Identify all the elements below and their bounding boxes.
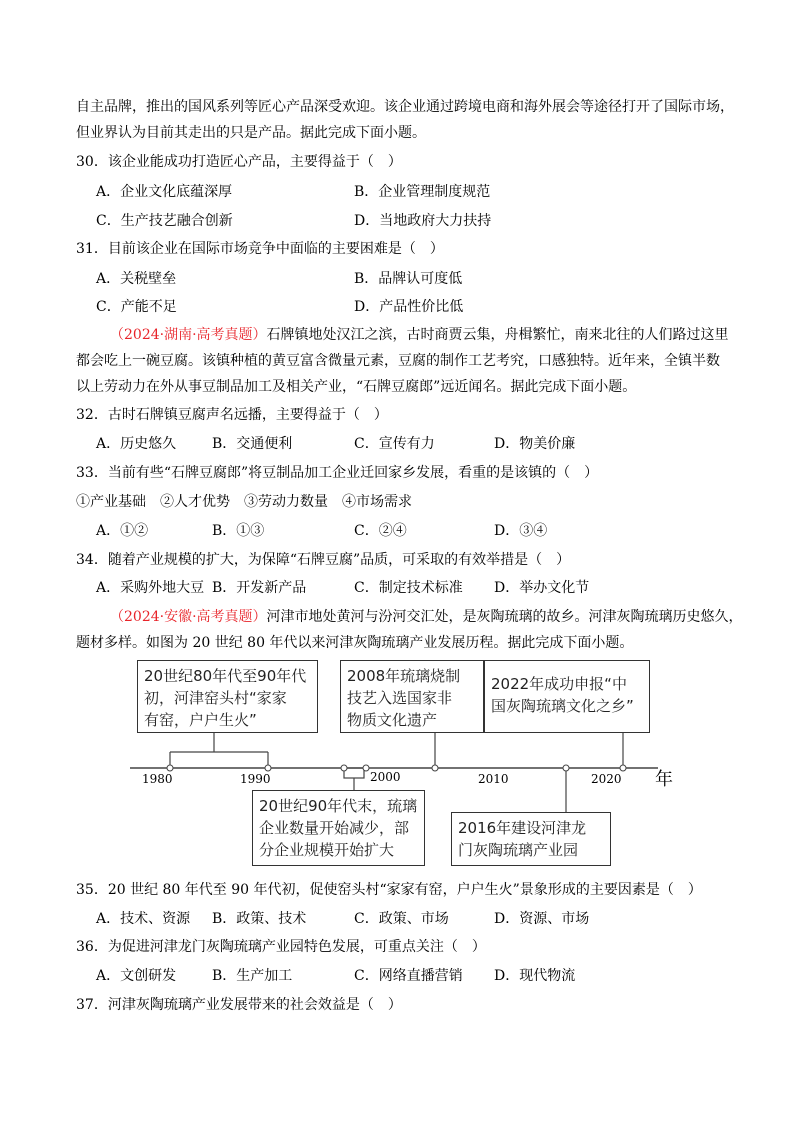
question-37-stem: 37．河津灰陶琉璃产业发展带来的社会效益是（ ） [76,997,402,1013]
timeline-marker-2016 [563,765,569,771]
question-35-stem: 35．20 世纪 80 年代至 90 年代初，促使窑头村“家家有窑，户户生火”景象形成的主要因素是（ ） [76,882,702,898]
question-33-stem: 33．当前有些“石牌豆腐郎”将豆制品加工企业迁回家乡发展，看重的是该镇的（ ） [76,465,599,481]
tick-1990: 1990 [240,772,271,786]
passage-3-line-1: （2024·安徽·高考真题）河津市地处黄河与汾河交汇处，是灰陶琉璃的故乡。河津灰陶琉璃历史悠久， [110,609,743,625]
passage-2-line-1: （2024·湖南·高考真题）石牌镇地处汉江之滨，古时商贾云集，舟楫繁忙，南来北往的人们路过这里 [110,327,729,343]
passage-2-line-2: 都会吃上一碗豆腐。该镇种植的黄豆富含微量元素，豆腐的制作工艺考究，口感独特。近年来，全镇半数 [76,353,720,369]
question-31-option-a[interactable]: A．关税壁垒 [96,271,177,287]
question-36-option-c[interactable]: C．网络直播营销 [354,968,463,984]
question-34-option-d[interactable]: D．举办文化节 [494,580,590,596]
question-33-option-b[interactable]: B．①③ [212,523,265,539]
question-33-option-a[interactable]: A．①② [96,523,149,539]
question-33-option-d[interactable]: D．③④ [494,523,548,539]
question-30-option-c[interactable]: C．生产技艺融合创新 [96,213,233,229]
timeline-event-2008: 2008年琉璃烧制 技艺入选国家非 物质文化遗产 [340,660,484,733]
tick-2010: 2010 [478,772,509,786]
tick-2020: 2020 [591,772,622,786]
passage-3-source: （2024·安徽·高考真题） [110,609,267,625]
timeline-event-2022: 2022年成功申报“中 国灰陶琉璃文化之乡” [484,660,650,733]
tick-2000: 2000 [370,770,401,784]
axis-unit-label: 年 [655,769,673,790]
question-36-option-d[interactable]: D．现代物流 [494,968,576,984]
timeline-event-1990s-end: 20世纪90年代末，琉璃 企业数量开始减少，部 分企业规模开始扩大 [252,790,425,866]
question-30-stem: 30．该企业能成功打造匠心产品，主要得益于（ ） [76,154,402,170]
timeline-event-2016: 2016年建设河津龙 门灰陶琉璃产业园 [451,812,611,866]
tick-1980: 1980 [142,772,173,786]
question-31-option-d[interactable]: D．产品性价比低 [354,299,464,315]
question-33-items: ①产业基础 ②人才优势 ③劳动力数量 ④市场需求 [76,494,412,510]
question-32-option-d[interactable]: D．物美价廉 [494,436,576,452]
question-32-option-b[interactable]: B．交通便利 [212,436,293,452]
question-35-option-b[interactable]: B．政策、技术 [212,911,307,927]
question-35-option-d[interactable]: D．资源、市场 [494,911,590,927]
question-30-option-a[interactable]: A．企业文化底蕴深厚 [96,184,233,200]
question-30-option-b[interactable]: B．企业管理制度规范 [354,184,491,200]
question-34-option-b[interactable]: B．开发新产品 [212,580,307,596]
intro-line-1: 自主品牌，推出的国风系列等匠心产品深受欢迎。该企业通过跨境电商和海外展会等途径打开了国际市场， [76,99,734,115]
timeline-marker-1990 [265,765,271,771]
question-36-option-b[interactable]: B．生产加工 [212,968,293,984]
question-32-stem: 32．古时石牌镇豆腐声名远播，主要得益于（ ） [76,407,388,423]
question-35-option-c[interactable]: C．政策、市场 [354,911,449,927]
question-30-option-d[interactable]: D．当地政府大力扶持 [354,213,492,229]
question-36-option-a[interactable]: A．文创研发 [96,968,177,984]
question-32-option-a[interactable]: A．历史悠久 [96,436,177,452]
passage-3-line-2: 题材多样。如图为 20 世纪 80 年代以来河津灰陶琉璃产业发展历程。据此完成下面小题。 [76,635,634,651]
question-33-option-c[interactable]: C．②④ [354,523,407,539]
question-31-option-c[interactable]: C．产能不足 [96,299,177,315]
question-31-option-b[interactable]: B．品牌认可度低 [354,271,463,287]
timeline-event-1980s: 20世纪80年代至90年代 初，河津窑头村“家家 有窑，户户生火” [137,660,318,733]
question-34-option-c[interactable]: C．制定技术标准 [354,580,463,596]
question-32-option-c[interactable]: C．宣传有力 [354,436,435,452]
question-31-stem: 31．目前该企业在国际市场竞争中面临的主要困难是（ ） [76,241,444,257]
timeline-marker-2008 [432,765,438,771]
timeline-marker-1980 [167,765,173,771]
question-34-option-a[interactable]: A．采购外地大豆 [96,580,205,596]
intro-line-2: 但业界认为目前其走出的只是产品。据此完成下面小题。 [76,125,426,141]
passage-2-line-3: 以上劳动力在外从事豆制品加工及相关产业，“石牌豆腐郎”远近闻名。据此完成下面小题。 [76,379,637,395]
question-36-stem: 36．为促进河津龙门灰陶琉璃产业园特色发展，可重点关注（ ） [76,939,486,955]
passage-2-source: （2024·湖南·高考真题） [110,327,267,343]
timeline-marker-2022 [620,765,626,771]
question-34-stem: 34．随着产业规模的扩大，为保障“石牌豆腐”品质，可采取的有效举措是（ ） [76,552,571,568]
question-35-option-a[interactable]: A．技术、资源 [96,911,191,927]
